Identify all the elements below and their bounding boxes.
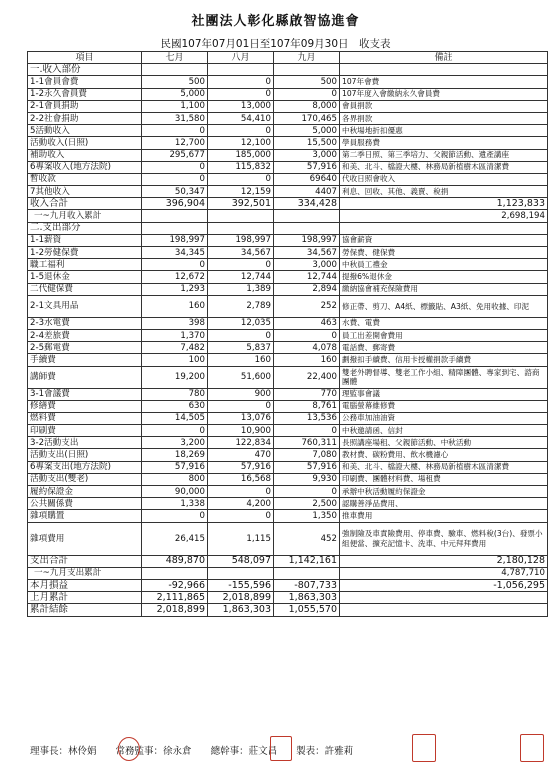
cell-september: 0 — [274, 486, 340, 498]
cell-august: 0 — [208, 400, 274, 412]
cell-september: 3,000 — [274, 149, 340, 161]
cell-note: 代收日照會收入 — [340, 173, 548, 185]
cell-note: 中秋場地折扣優惠 — [340, 125, 548, 137]
cell-july: 0 — [142, 173, 208, 185]
cell-august: 198,997 — [208, 234, 274, 246]
total-row — [28, 579, 548, 591]
cell-august: 1,389 — [208, 283, 274, 295]
chairman-signature: 理事長：林伶娟 — [30, 746, 97, 757]
cell-july: 1,338 — [142, 498, 208, 510]
cell-september: 1,055,570 — [274, 604, 340, 616]
cell-note — [340, 64, 548, 76]
cell-july: 489,870 — [142, 555, 208, 567]
cell-item: 2-1會員捐助 — [28, 100, 142, 112]
cell-note: 協會薪資 — [340, 234, 548, 246]
cell-note — [340, 604, 548, 616]
cell-note: 印刷費、團體材料費、場租費 — [340, 473, 548, 485]
cell-july: 34,345 — [142, 247, 208, 259]
table-row — [28, 173, 548, 185]
cell-september: 334,428 — [274, 198, 340, 210]
supervisor-seal — [270, 736, 292, 761]
table-row — [28, 412, 548, 424]
cell-note: 利息、回收、其他、義賣、稅捐 — [340, 186, 548, 198]
cell-september: 34,567 — [274, 247, 340, 259]
chairman-seal — [118, 737, 140, 761]
total-row — [28, 555, 548, 567]
secretary-seal — [412, 734, 436, 762]
cell-item: 1-1薪資 — [28, 234, 142, 246]
cell-item: 1-1會員會費 — [28, 76, 142, 88]
cell-item: 3-1會議費 — [28, 388, 142, 400]
cell-july — [142, 210, 208, 222]
cell-item: 6專案收入(地方法院) — [28, 161, 142, 173]
cell-item: 收入合計 — [28, 198, 142, 210]
cell-september — [274, 210, 340, 222]
cell-august: 548,097 — [208, 555, 274, 567]
cell-september: 770 — [274, 388, 340, 400]
cell-september: 170,465 — [274, 112, 340, 124]
cell-note: 和美、北斗、檔證大樓、林務局新植樹木區清潔費 — [340, 161, 548, 173]
table-row — [28, 88, 548, 100]
cell-note — [340, 592, 548, 604]
table-row — [28, 259, 548, 271]
table-row — [28, 437, 548, 449]
cell-september: 2,894 — [274, 283, 340, 295]
cell-item: 1-2勞健保費 — [28, 247, 142, 259]
table-row — [28, 317, 548, 329]
cell-august: 12,744 — [208, 271, 274, 283]
cell-note: 勞保費、健保費 — [340, 247, 548, 259]
cell-item: 暫收款 — [28, 173, 142, 185]
cell-note: 中秋邀請函、信封 — [340, 425, 548, 437]
cell-july: 5,000 — [142, 88, 208, 100]
cell-note: 107年度入會繳納永久會員費 — [340, 88, 548, 100]
cell-september — [274, 222, 340, 234]
table-row — [28, 425, 548, 437]
cell-september: 22,400 — [274, 366, 340, 388]
cell-august — [208, 210, 274, 222]
cell-september: 0 — [274, 329, 340, 341]
cell-september: 1,350 — [274, 510, 340, 522]
cell-september: 7,080 — [274, 449, 340, 461]
cell-july — [142, 64, 208, 76]
table-row — [28, 161, 548, 173]
preparer-seal — [520, 734, 544, 762]
cell-july: 780 — [142, 388, 208, 400]
cell-july — [142, 222, 208, 234]
cell-note: 107年會費 — [340, 76, 548, 88]
cell-september — [274, 567, 340, 579]
cell-august: 12,035 — [208, 317, 274, 329]
cell-august: 2,018,899 — [208, 592, 274, 604]
cell-july: 3,200 — [142, 437, 208, 449]
cell-july: 50,347 — [142, 186, 208, 198]
section-row — [28, 64, 548, 76]
section-row — [28, 222, 548, 234]
table-row — [28, 76, 548, 88]
cell-july: 2,111,865 — [142, 592, 208, 604]
table-row — [28, 461, 548, 473]
cell-september: 15,500 — [274, 137, 340, 149]
column-header-july: 七月 — [142, 52, 208, 64]
table-row — [28, 234, 548, 246]
cell-july: 12,672 — [142, 271, 208, 283]
cell-note: 會員捐款 — [340, 100, 548, 112]
cell-august: 5,837 — [208, 342, 274, 354]
cell-august: 13,000 — [208, 100, 274, 112]
cell-item: 一.收入部份 — [28, 64, 142, 76]
cell-note: 學員服務費 — [340, 137, 548, 149]
cell-august: 122,834 — [208, 437, 274, 449]
cell-note: 水費、電費 — [340, 317, 548, 329]
cell-august: 13,076 — [208, 412, 274, 424]
table-row — [28, 137, 548, 149]
cell-august: 54,410 — [208, 112, 274, 124]
cell-august: 4,200 — [208, 498, 274, 510]
cell-september — [274, 64, 340, 76]
cell-august: 0 — [208, 486, 274, 498]
cell-august: 0 — [208, 173, 274, 185]
cell-august: 900 — [208, 388, 274, 400]
table-row — [28, 271, 548, 283]
cell-august — [208, 64, 274, 76]
table-row — [28, 366, 548, 388]
cell-september: 57,916 — [274, 161, 340, 173]
total-row — [28, 210, 548, 222]
cell-july: 800 — [142, 473, 208, 485]
cell-september: 0 — [274, 88, 340, 100]
cell-item: 3-2活動支出 — [28, 437, 142, 449]
cell-item: 7其他收入 — [28, 186, 142, 198]
table-row — [28, 354, 548, 366]
cell-item: 二.支出部分 — [28, 222, 142, 234]
cell-july: 2,018,899 — [142, 604, 208, 616]
cell-august: 57,916 — [208, 461, 274, 473]
cell-note: 員工出差開會費用 — [340, 329, 548, 341]
table-row — [28, 342, 548, 354]
cell-august: 0 — [208, 125, 274, 137]
cell-note: 電腦螢幕維修費 — [340, 400, 548, 412]
cell-august: 0 — [208, 76, 274, 88]
cell-item: 2-1文具用品 — [28, 295, 142, 317]
cell-item: 活動支出(日照) — [28, 449, 142, 461]
table-row — [28, 510, 548, 522]
column-header-item: 項目 — [28, 52, 142, 64]
cell-note: 強制險及車責險費用、停車費、驗車、燃料稅(3台)、發票小組便當、擴充記憶卡、洗車、中元拜拜費用 — [340, 522, 548, 555]
cell-note: 教材費、碳粉費用、飲水機濾心 — [340, 449, 548, 461]
cell-september: 3,000 — [274, 259, 340, 271]
cell-item: 支出合計 — [28, 555, 142, 567]
cell-july: 0 — [142, 161, 208, 173]
cell-august: 1,863,303 — [208, 604, 274, 616]
cell-note: 中秋員工禮金 — [340, 259, 548, 271]
cell-september: 452 — [274, 522, 340, 555]
cell-note: 和美、北斗、檔證大樓、林務局新植樹木區清潔費 — [340, 461, 548, 473]
cell-september: 57,916 — [274, 461, 340, 473]
cell-note: 劃撥扣手續費、信用卡授權捐款手續費 — [340, 354, 548, 366]
cell-september: 5,000 — [274, 125, 340, 137]
cell-item: 活動收入(日照) — [28, 137, 142, 149]
supervisor-signature: 常務監事：徐永倉 — [115, 746, 192, 757]
cell-item: 2-5郵電費 — [28, 342, 142, 354]
cell-july: 26,415 — [142, 522, 208, 555]
income-expense-table — [27, 51, 548, 617]
cell-item: 印刷費 — [28, 425, 142, 437]
cell-note: 第二季日照、第三季培力、父親節活動、遺產講座 — [340, 149, 548, 161]
cell-july: 14,505 — [142, 412, 208, 424]
total-row — [28, 604, 548, 616]
cell-july: 198,997 — [142, 234, 208, 246]
cell-july: 31,580 — [142, 112, 208, 124]
table-row — [28, 112, 548, 124]
cell-item: 公共關係費 — [28, 498, 142, 510]
cell-note: 各界捐款 — [340, 112, 548, 124]
cell-note: 公務車加油油資 — [340, 412, 548, 424]
preparer-signature: 製表：許雅莉 — [296, 746, 354, 757]
table-row — [28, 388, 548, 400]
signature-footer — [30, 743, 369, 757]
cell-september: 69640 — [274, 173, 340, 185]
cell-note: 繳納協會補充保險費用 — [340, 283, 548, 295]
cell-september: 500 — [274, 76, 340, 88]
cell-september: 0 — [274, 425, 340, 437]
cell-august: 185,000 — [208, 149, 274, 161]
cell-august — [208, 222, 274, 234]
cell-item: 累計結餘 — [28, 604, 142, 616]
cell-september: 12,744 — [274, 271, 340, 283]
column-header-september: 九月 — [274, 52, 340, 64]
cell-august: 470 — [208, 449, 274, 461]
table-row — [28, 295, 548, 317]
cell-september: 8,000 — [274, 100, 340, 112]
cell-august: 2,789 — [208, 295, 274, 317]
cell-item: 職工福利 — [28, 259, 142, 271]
cell-september: 8,761 — [274, 400, 340, 412]
table-row — [28, 486, 548, 498]
cell-item: 燃料費 — [28, 412, 142, 424]
cell-item: 2-2社會捐助 — [28, 112, 142, 124]
table-row — [28, 247, 548, 259]
cell-august: 160 — [208, 354, 274, 366]
cell-july: 398 — [142, 317, 208, 329]
cell-item: 講師費 — [28, 366, 142, 388]
cell-july: 630 — [142, 400, 208, 412]
cell-july: 0 — [142, 510, 208, 522]
cell-note: 認購善淨品費用、 — [340, 498, 548, 510]
cell-july: 1,293 — [142, 283, 208, 295]
cell-note: 4,787,710 — [340, 567, 548, 579]
cell-september: 252 — [274, 295, 340, 317]
cell-july: 1,100 — [142, 100, 208, 112]
cell-note — [340, 222, 548, 234]
cell-item: 活動支出(雙老) — [28, 473, 142, 485]
cell-september: 1,863,303 — [274, 592, 340, 604]
total-row — [28, 567, 548, 579]
table-row — [28, 125, 548, 137]
cell-july: 100 — [142, 354, 208, 366]
cell-note: 2,698,194 — [340, 210, 548, 222]
cell-july: 90,000 — [142, 486, 208, 498]
cell-note: 提撥6%退休金 — [340, 271, 548, 283]
cell-note: 1,123,833 — [340, 198, 548, 210]
cell-july: 295,677 — [142, 149, 208, 161]
table-row — [28, 100, 548, 112]
cell-item: 6專案支出(地方法院) — [28, 461, 142, 473]
document-subtitle: 民國107年07月01日至107年09月30日 收支表 — [160, 38, 391, 50]
cell-august: 51,600 — [208, 366, 274, 388]
cell-september: 160 — [274, 354, 340, 366]
cell-august: 16,568 — [208, 473, 274, 485]
cell-september: 13,536 — [274, 412, 340, 424]
cell-note: 理監事會議 — [340, 388, 548, 400]
cell-note: 雙老外聘督導、雙老工作小組、精障團體、專家到宅、諮商團體 — [340, 366, 548, 388]
cell-item: 本月損益 — [28, 579, 142, 591]
total-row — [28, 592, 548, 604]
cell-item: 1-5退休金 — [28, 271, 142, 283]
cell-august: -155,596 — [208, 579, 274, 591]
cell-july: 19,200 — [142, 366, 208, 388]
cell-september: 9,930 — [274, 473, 340, 485]
cell-september: 4407 — [274, 186, 340, 198]
secretary-signature: 總幹事：莊文昌 — [210, 746, 278, 757]
column-header-august: 八月 — [208, 52, 274, 64]
cell-august: 392,501 — [208, 198, 274, 210]
cell-september: 2,500 — [274, 498, 340, 510]
cell-item: 補助收入 — [28, 149, 142, 161]
cell-september: 1,142,161 — [274, 555, 340, 567]
table-row — [28, 498, 548, 510]
table-row — [28, 449, 548, 461]
table-row — [28, 400, 548, 412]
cell-july: 0 — [142, 259, 208, 271]
cell-july: 7,482 — [142, 342, 208, 354]
cell-august: 12,100 — [208, 137, 274, 149]
cell-september: 198,997 — [274, 234, 340, 246]
cell-item: 1-2永久會員費 — [28, 88, 142, 100]
cell-august: 10,900 — [208, 425, 274, 437]
cell-august: 0 — [208, 510, 274, 522]
cell-item: 5活動收入 — [28, 125, 142, 137]
cell-august: 0 — [208, 88, 274, 100]
cell-item: 2-3水電費 — [28, 317, 142, 329]
column-header-notes: 備註 — [340, 52, 548, 64]
cell-note: 修正帶、剪刀、A4紙、標籤貼、A3紙、免用收據、印泥 — [340, 295, 548, 317]
cell-item: 一~九月支出累計 — [28, 567, 142, 579]
cell-july: 1,370 — [142, 329, 208, 341]
cell-august: 0 — [208, 329, 274, 341]
cell-july: 0 — [142, 425, 208, 437]
cell-july: 0 — [142, 125, 208, 137]
cell-item: 雜項費用 — [28, 522, 142, 555]
cell-note: 承辦中秋活動履約保證金 — [340, 486, 548, 498]
cell-august: 12,159 — [208, 186, 274, 198]
cell-note: 推車費用 — [340, 510, 548, 522]
cell-item: 雜項購置 — [28, 510, 142, 522]
cell-july: 160 — [142, 295, 208, 317]
cell-july: 18,269 — [142, 449, 208, 461]
cell-item: 2-4差旅費 — [28, 329, 142, 341]
cell-july: 500 — [142, 76, 208, 88]
table-row — [28, 283, 548, 295]
cell-august: 115,832 — [208, 161, 274, 173]
cell-note: 2,180,128 — [340, 555, 548, 567]
table-row — [28, 522, 548, 555]
cell-july — [142, 567, 208, 579]
cell-item: 修繕費 — [28, 400, 142, 412]
cell-august — [208, 567, 274, 579]
table-row — [28, 149, 548, 161]
cell-note: -1,056,295 — [340, 579, 548, 591]
cell-july: -92,966 — [142, 579, 208, 591]
cell-september: -807,733 — [274, 579, 340, 591]
cell-september: 463 — [274, 317, 340, 329]
cell-july: 396,904 — [142, 198, 208, 210]
table-row — [28, 329, 548, 341]
cell-item: 履約保證金 — [28, 486, 142, 498]
cell-august: 34,567 — [208, 247, 274, 259]
table-row — [28, 186, 548, 198]
cell-item: 上月累計 — [28, 592, 142, 604]
cell-july: 12,700 — [142, 137, 208, 149]
table-header-row — [28, 52, 548, 64]
cell-item: 手續費 — [28, 354, 142, 366]
cell-july: 57,916 — [142, 461, 208, 473]
cell-item: 二代健保費 — [28, 283, 142, 295]
cell-september: 760,311 — [274, 437, 340, 449]
cell-note: 長照講座場租、父親節活動、中秋活動 — [340, 437, 548, 449]
cell-august: 0 — [208, 259, 274, 271]
document-title: 社團法人彰化縣啟智協進會 — [191, 14, 360, 29]
cell-item: 一~九月收入累計 — [28, 210, 142, 222]
cell-august: 1,115 — [208, 522, 274, 555]
cell-september: 4,078 — [274, 342, 340, 354]
table-row — [28, 473, 548, 485]
cell-note: 電話費、郵寄費 — [340, 342, 548, 354]
total-row — [28, 198, 548, 210]
